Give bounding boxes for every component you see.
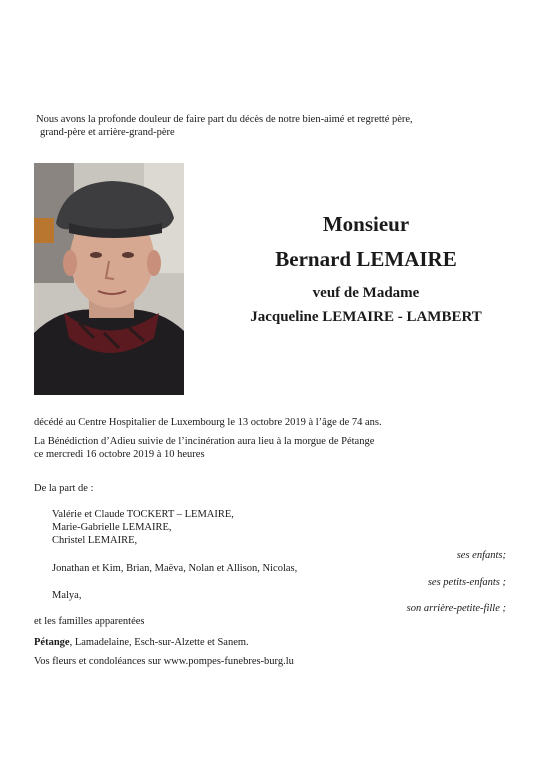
- grandchildren-role: ses petits-enfants ;: [427, 577, 506, 588]
- death-line: décédé au Centre Hospitalier de Luxembourg le 13 octobre 2019 à l’âge de 74 ans.: [34, 417, 382, 428]
- places-bold: Pétange: [34, 637, 70, 648]
- children-line-2: Marie-Gabrielle LEMAIRE,: [52, 522, 172, 533]
- intro-line-2: grand-père et arrière-grand-père: [40, 127, 175, 138]
- deceased-name: Bernard LEMAIRE: [275, 247, 457, 271]
- families-line: et les familles apparentées: [34, 616, 145, 627]
- ceremony-line-1: La Bénédiction d’Adieu suivie de l’incinération aura lieu à la morgue de Pétange: [34, 436, 375, 447]
- portrait-image: [34, 163, 184, 395]
- intro-text: [36, 113, 506, 139]
- places-rest: , Lamadelaine, Esch-sur-Alzette et Sanem.: [69, 637, 249, 648]
- great-grandchild-line: Malya,: [52, 590, 82, 601]
- portrait-photo: [34, 163, 184, 395]
- children-line-1: Valérie et Claude TOCKERT – LEMAIRE,: [52, 509, 234, 520]
- intro-line-1: Nous avons la profonde douleur de faire part du décès de notre bien-aimé et regretté père,: [36, 114, 413, 125]
- grandchildren-line: Jonathan et Kim, Brian, Maëva, Nolan et Allison, Nicolas,: [52, 563, 298, 574]
- spouse-name: Jacqueline LEMAIRE - LAMBERT: [250, 309, 482, 325]
- children-line-3: Christel LEMAIRE,: [52, 535, 138, 546]
- ceremony-line-2: ce mercredi 16 octobre 2019 à 10 heures: [34, 449, 205, 460]
- children-role: ses enfants;: [456, 550, 506, 561]
- from-label: De la part de :: [34, 483, 94, 494]
- great-grandchild-role: son arrière-petite-fille ;: [406, 603, 506, 614]
- flowers-line: Vos fleurs et condoléances sur www.pompes-funebres-burg.lu: [34, 656, 294, 667]
- widow-of: veuf de Madame: [312, 285, 420, 301]
- deceased-title: Monsieur: [322, 212, 410, 236]
- places-line: [34, 636, 249, 649]
